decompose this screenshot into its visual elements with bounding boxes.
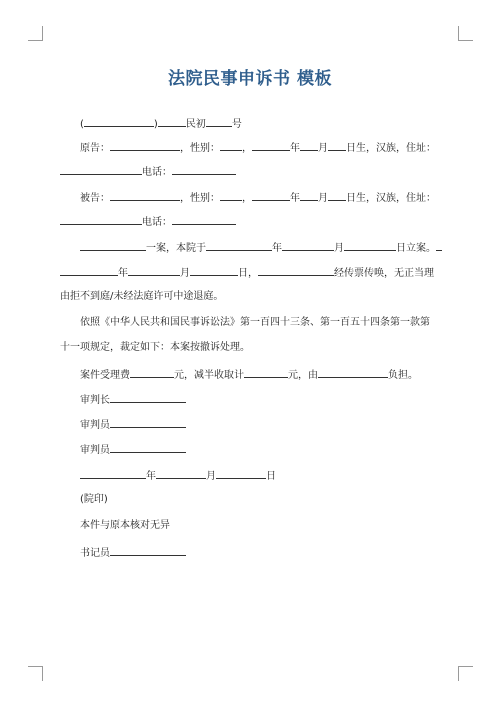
crop-mark-bottom-left (28, 666, 43, 681)
defendant-address-blank[interactable] (60, 214, 142, 225)
date-month-blank[interactable] (156, 468, 206, 479)
fee-half-blank[interactable] (244, 367, 288, 378)
plaintiff-line: 原告： ，性别： ， 年 月 日生，汉族，住址： (80, 140, 436, 156)
defendant-day-blank[interactable] (328, 190, 346, 201)
defendant-year-blank[interactable] (252, 190, 290, 201)
case-court-blank[interactable] (158, 116, 186, 127)
ruling-line-1: 依照《中华人民共和国民事诉讼法》第一百四十三条、第一百五十四条第一款第 (80, 317, 430, 328)
defendant-month-blank[interactable] (300, 190, 318, 201)
verification-text: 本件与原本核对无异 (80, 520, 170, 531)
clerk-line: 书记员 (80, 545, 186, 561)
summons-year-blank[interactable] (60, 265, 118, 276)
summons-month-blank[interactable] (128, 265, 180, 276)
defendant-phone-line: 电话： (60, 214, 236, 230)
judge-line-2: 审判员 (80, 442, 186, 458)
filing-trailing-blank[interactable] (436, 240, 442, 251)
case-seq-blank[interactable] (206, 116, 232, 127)
chief-judge-line: 审判长 (80, 392, 186, 408)
plaintiff-name-blank[interactable] (110, 140, 180, 151)
ruling-date-line: 年 月 日 (80, 468, 276, 484)
case-number-line: ( ) 民初 号 (80, 116, 242, 132)
clerk-blank[interactable] (110, 545, 186, 556)
summons-day-blank[interactable] (190, 265, 238, 276)
plaintiff-month-blank[interactable] (300, 140, 318, 151)
filing-line: 一案，本院于 年 月 日立案。 (80, 240, 442, 256)
fee-line: 案件受理费 元，减半收取计 元，由 负担。 (80, 367, 418, 383)
defendant-line: 被告： ，性别： ， 年 月 日生，汉族，住址： (80, 190, 436, 206)
plaintiff-phone-blank[interactable] (172, 164, 236, 175)
defendant-name-blank[interactable] (110, 190, 180, 201)
judge-2-blank[interactable] (110, 442, 186, 453)
court-seal-text: (院印) (80, 494, 108, 505)
page-title: 法院民事申诉书 模板 (168, 69, 332, 89)
filing-parties-blank[interactable] (80, 240, 146, 251)
plaintiff-day-blank[interactable] (328, 140, 346, 151)
judge-1-blank[interactable] (110, 417, 186, 428)
defendant-gender-blank[interactable] (220, 190, 242, 201)
crop-mark-bottom-right (458, 666, 473, 681)
summons-line: 年 月 日， 经传票传唤，无正当理 (60, 265, 434, 281)
judge-line-1: 审判员 (80, 417, 186, 433)
case-year-blank[interactable] (84, 116, 154, 127)
crop-mark-top-right (458, 26, 473, 41)
filing-year-blank[interactable] (206, 240, 272, 251)
filing-month-blank[interactable] (282, 240, 334, 251)
plaintiff-address-blank[interactable] (60, 164, 142, 175)
plaintiff-gender-blank[interactable] (220, 140, 242, 151)
plaintiff-year-blank[interactable] (252, 140, 290, 151)
fee-amount-blank[interactable] (130, 367, 174, 378)
fee-payer-blank[interactable] (318, 367, 388, 378)
summons-party-blank[interactable] (258, 265, 334, 276)
ruling-line-2: 十一项规定，裁定如下：本案按撤诉处理。 (60, 342, 250, 353)
summons-continuation: 由拒不到庭/未经法庭许可中途退庭。 (60, 291, 224, 302)
plaintiff-phone-line: 电话： (60, 164, 236, 180)
crop-mark-top-left (28, 26, 43, 41)
date-day-blank[interactable] (216, 468, 266, 479)
chief-judge-blank[interactable] (110, 392, 186, 403)
defendant-phone-blank[interactable] (172, 214, 236, 225)
date-year-blank[interactable] (80, 468, 146, 479)
filing-day-blank[interactable] (344, 240, 396, 251)
